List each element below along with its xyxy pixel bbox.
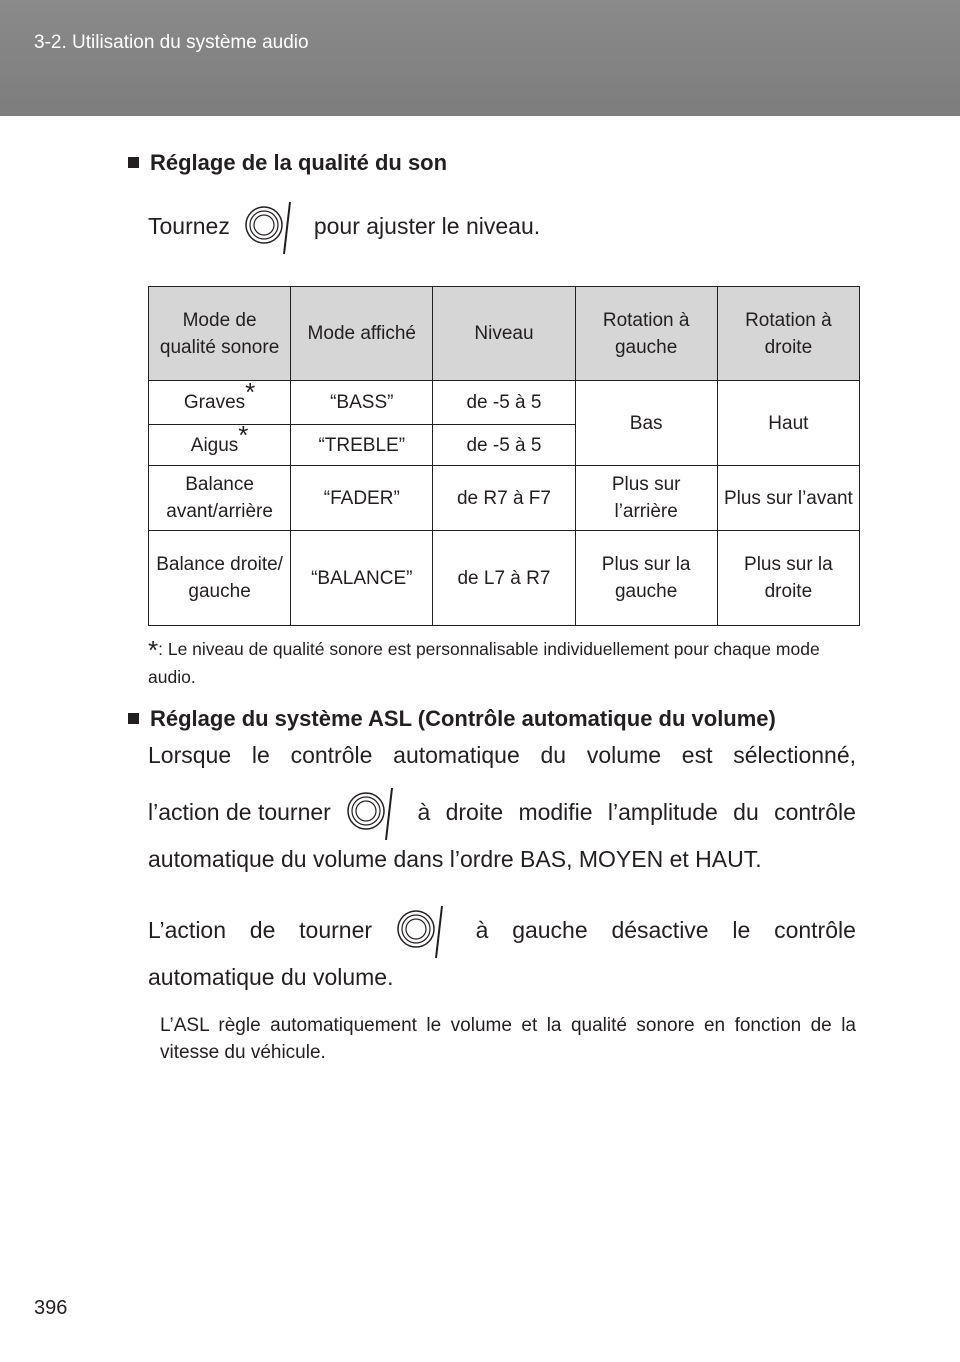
header-cell: Niveau bbox=[433, 287, 575, 381]
level-cell: de -5 à 5 bbox=[433, 381, 575, 425]
footnote-text: : Le niveau de qualité sonore est personnalisable individuellement pour chaque mode audio. bbox=[148, 639, 820, 687]
word: contrôle bbox=[774, 798, 856, 825]
section-heading-sound-quality bbox=[128, 150, 447, 176]
table-row bbox=[149, 466, 860, 531]
word: Lorsque bbox=[148, 742, 232, 768]
asl-note: L’ASL règle automatiquement le volume et la qualité sonore en fonction de la vitesse du véhicule. bbox=[160, 1015, 856, 1063]
text-segment: l’action de tourner bbox=[148, 798, 331, 825]
word: à bbox=[417, 798, 431, 825]
square-bullet-icon bbox=[128, 713, 139, 724]
heading-text: Réglage du système ASL (Contrôle automatique du volume) bbox=[150, 706, 776, 731]
rotary-knob-icon bbox=[396, 902, 452, 958]
paragraph-line bbox=[148, 742, 856, 769]
word: le bbox=[732, 916, 751, 943]
mode-cell: Balance avant/arrière bbox=[149, 466, 291, 531]
header-cell: Mode affiché bbox=[291, 287, 433, 381]
asterisk-mark: * bbox=[238, 419, 249, 450]
instruction-line bbox=[148, 196, 540, 256]
word: sélectionné, bbox=[733, 742, 856, 768]
mode-cell bbox=[149, 377, 291, 425]
word: contrôle bbox=[290, 742, 373, 768]
level-cell: de R7 à F7 bbox=[433, 466, 575, 531]
square-bullet-icon bbox=[128, 157, 139, 168]
word: du bbox=[540, 742, 567, 768]
table-header-row bbox=[149, 287, 860, 381]
word: tourner bbox=[299, 916, 373, 943]
word: est bbox=[681, 742, 713, 768]
word: contrôle bbox=[774, 916, 856, 943]
header-cell: Mode de qualité sonore bbox=[149, 287, 291, 381]
word: à bbox=[475, 916, 489, 943]
word: du bbox=[733, 798, 759, 825]
word: désactive bbox=[611, 916, 709, 943]
word: modifie bbox=[518, 798, 593, 825]
table-footnote bbox=[148, 636, 860, 691]
heading-text: Réglage de la qualité du son bbox=[150, 150, 448, 175]
page-number: 396 bbox=[34, 1297, 68, 1319]
mode-cell: Balance droite/ gauche bbox=[149, 531, 291, 626]
level-cell: de -5 à 5 bbox=[433, 425, 575, 466]
word: droite bbox=[445, 798, 504, 825]
left-rotation-cell: Bas bbox=[575, 381, 717, 466]
right-rotation-cell: Haut bbox=[717, 381, 859, 466]
display-cell: “BALANCE” bbox=[291, 531, 433, 626]
instruction-after: pour ajuster le niveau. bbox=[313, 212, 541, 239]
word: L’action bbox=[148, 916, 227, 943]
mode-text: Aigus bbox=[190, 434, 239, 456]
left-rotation-cell: Plus sur la gauche bbox=[575, 531, 717, 626]
level-cell: de L7 à R7 bbox=[433, 531, 575, 626]
header-cell: Rotation à gauche bbox=[575, 287, 717, 381]
display-cell: “FADER” bbox=[291, 466, 433, 531]
rotary-knob-icon bbox=[244, 198, 300, 254]
paragraph-line bbox=[148, 782, 856, 842]
mode-cell bbox=[149, 419, 291, 466]
word: gauche bbox=[512, 916, 588, 943]
paragraph-line bbox=[148, 900, 856, 960]
word: de bbox=[249, 916, 276, 943]
paragraph-line: automatique du volume dans l’ordre BAS, MOYEN et HAUT. bbox=[148, 846, 762, 872]
rotary-knob-icon bbox=[346, 784, 402, 840]
sound-quality-table bbox=[148, 286, 860, 626]
right-rotation-cell: Plus sur la droite bbox=[717, 531, 859, 626]
table-row bbox=[149, 381, 860, 425]
display-cell: “TREBLE” bbox=[291, 425, 433, 466]
instruction-before: Tournez bbox=[148, 212, 230, 239]
display-cell: “BASS” bbox=[291, 381, 433, 425]
page-header bbox=[0, 0, 960, 116]
right-rotation-cell: Plus sur l’avant bbox=[717, 466, 859, 531]
asterisk-mark: * bbox=[245, 377, 256, 407]
header-cell: Rotation à droite bbox=[717, 287, 859, 381]
word: le bbox=[251, 742, 270, 768]
chapter-title: 3-2. Utilisation du système audio bbox=[34, 32, 309, 53]
table-row bbox=[149, 531, 860, 626]
word: l’amplitude bbox=[607, 798, 718, 825]
word: automatique bbox=[393, 742, 520, 768]
section-heading-asl bbox=[128, 706, 776, 732]
footnote-mark: * bbox=[148, 635, 159, 665]
word: volume bbox=[586, 742, 662, 768]
paragraph-line: automatique du volume. bbox=[148, 964, 394, 990]
left-rotation-cell: Plus sur l’arrière bbox=[575, 466, 717, 531]
mode-text: Graves bbox=[183, 392, 246, 413]
